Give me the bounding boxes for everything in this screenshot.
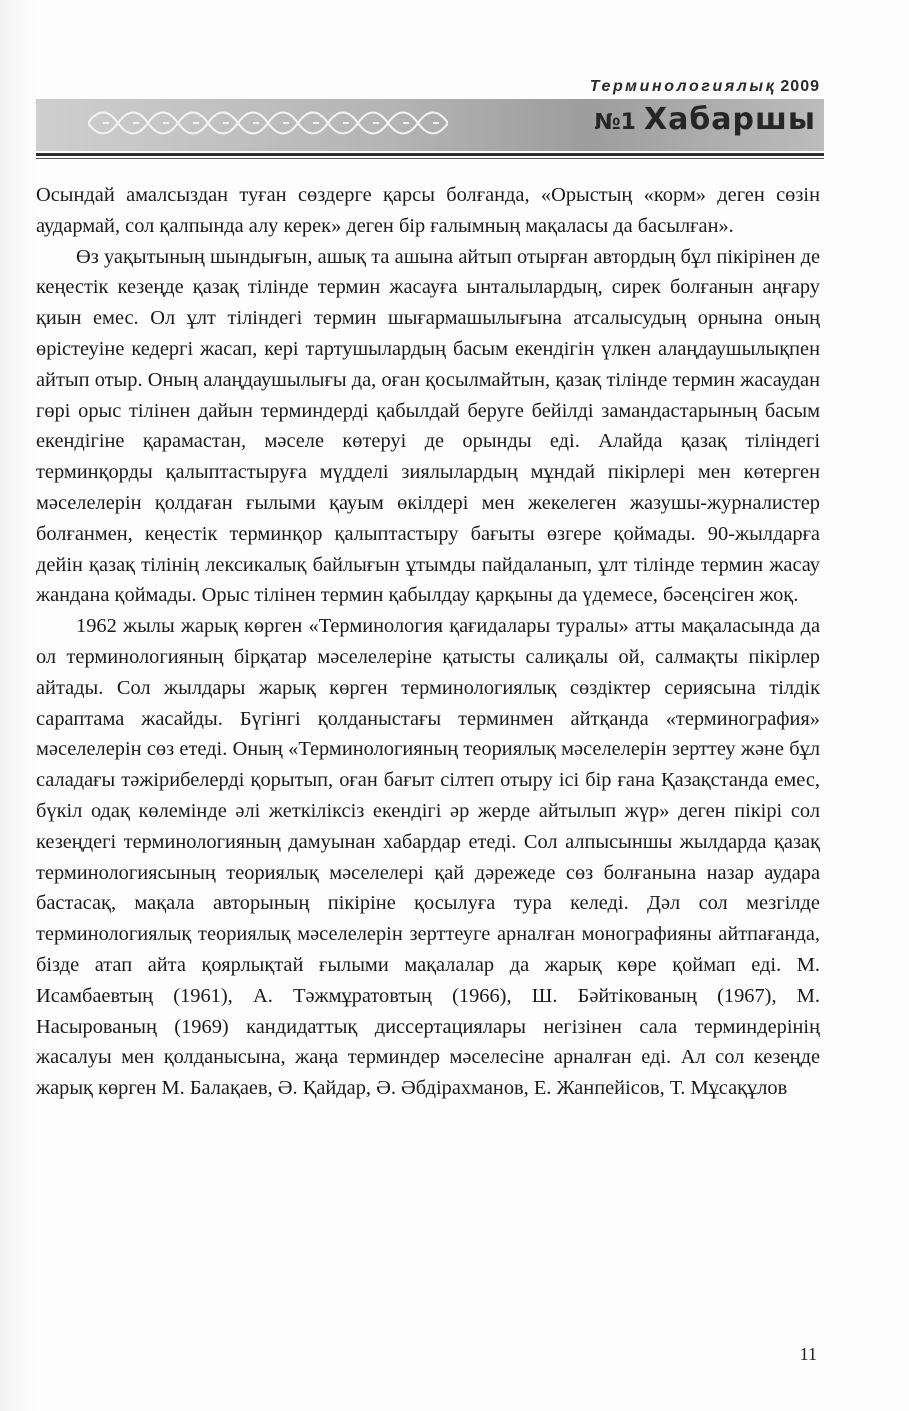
page-header bbox=[36, 78, 824, 163]
article-body bbox=[36, 180, 820, 1104]
header-rule-thick bbox=[36, 153, 824, 156]
issue-title-text: Хабаршы bbox=[643, 102, 816, 137]
paragraph: Өз уақытының шындығын, ашық та ашына айтып отырған автордың бұл пікірінен де кеңестік кезеңде қазақ тілінде термин жасауға ынталылардың, сирек болғанын аңғару қиын емес. Ол ұлт тіліндегі термин шығармашылығына атсалысудың орнына оның өрістеуіне кедергі жасап, кері тартушылардың басым екендігін үлкен алаңдаушылықпен айтып отыр. Оның алаңдаушылығы да, оған қосылмайтын, қазақ тілінде термин жасаудан гөрі орыс тілінен дайын терминдерді қабылдай беруге бейілді замандастарының басым екендігіне қарамастан, мәселе көтеруі де орынды еді. Алайда қазақ тіліндегі терминқорды қалыптастыруға мүдделі зиялылардың мұндай пікірлері мен көтерген мәселелерін қолдаған ғылыми қауым өкілдері мен жекелеген жазушы-журналистер болғанмен, кеңестік терминқор қалыптастыру бағыты өзгере қоймады. 90-жылдарға дейін қазақ тілінің лексикалық байлығын ұтымды пайдаланып, ұлт тілінде термин жасау жандана қоймады. Орыс тілінен термин қабылдау қарқыны да үдемесе, бәсеңсіген жоқ. bbox=[36, 245, 820, 607]
issue-title bbox=[594, 102, 816, 137]
kazakh-ornament-band-icon bbox=[88, 107, 448, 139]
header-rule-thin bbox=[36, 158, 824, 159]
paragraph: Осындай амалсыздан туған сөздерге қарсы болғанда, «Орыстың «корм» деген сөзін аудармай, сол қалпында алу керек» деген бір ғалымның мақаласы да басылған». bbox=[36, 184, 820, 237]
paragraph: 1962 жылы жарық көрген «Терминология қағидалары туралы» атты мақаласында да ол терминологияның бірқатар мәселелеріне қатысты салиқалы ой, салмақты пікірлер айтады. Сол жылдары жарық көрген терминологиялық сөздіктер сериясына тілдік сараптама жасайды. Бүгінгі қолданыстағы терминмен айтқанда «терминография» мәселелерін сөз етеді. Оның «Терминологияның теориялық мәселелерін зерттеу және бұл саладағы тәжірибелерді қорытып, оған бағыт сілтеп отыру ісі бір ғана Қазақстанда емес, бүкіл одақ көлемінде әлі жеткіліксіз екендігі әр жерде айтылып жүр» деген пікірі сол кезеңдегі терминологияның дамуынан хабардар етеді. Сол алпысыншы жылдарда қазақ терминологиясының теориялық мәселелері қай дәрежеде сөз болғанына назар аудара бастасақ, мақала авторының пікіріне қосылуға тура келеді. Дәл сол мезгілде терминологиялық теориялық мәселелерін зерттеуге арналған монографияны айтпағанда, бізде атап айта қоярлықтай ғылыми мақалалар да жарық көре қоймап еді. М. Исамбаевтың (1961), А. Тәжмұратовтың (1966), Ш. Бәйтікованың (1967), М. Насырованың (1969) кандидаттық диссертациялары негізінен сала терминдерінің жасалуы мен қолданысына, жаңа терминдер мәселесіне арналған еді. Ал сол кезеңде жарық көрген М. Балақаев, Ә. Қайдар, Ә. Әбдірахманов, Е. Жанпейісов, Т. Мұсақұлов bbox=[36, 615, 820, 1100]
journal-title bbox=[590, 78, 820, 98]
journal-year: 2009 bbox=[780, 78, 820, 95]
header-banner bbox=[36, 99, 824, 151]
issue-number: №1 bbox=[594, 110, 636, 135]
journal-title-text: Терминологиялық bbox=[589, 78, 777, 95]
page-number: 11 bbox=[799, 1344, 817, 1364]
page-edge-shadow bbox=[0, 0, 36, 1411]
